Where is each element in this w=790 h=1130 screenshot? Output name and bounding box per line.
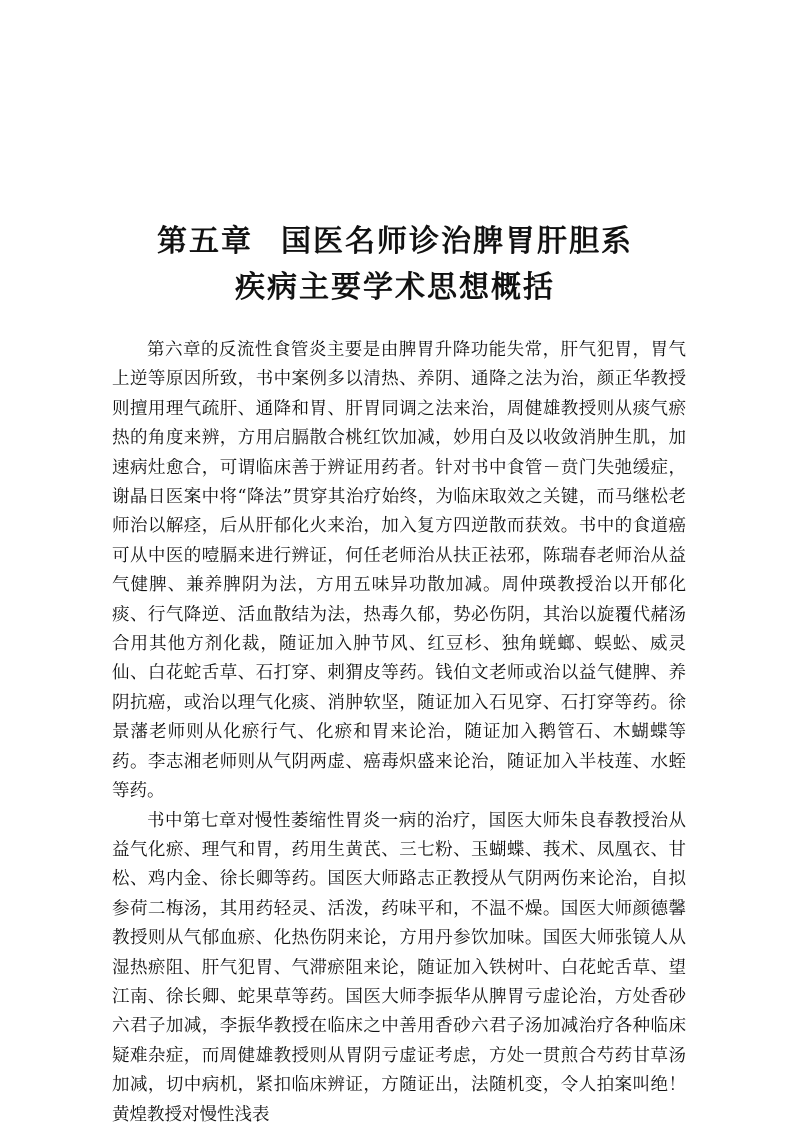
paragraph: 书中第七章对慢性萎缩性胃炎一病的治疗，国医大师朱良春教授治从益气化瘀、理气和胃，药用生黄芪、三七粉、玉蝴蝶、莪术、凤凰衣、甘松、鸡内金、徐长卿等药。国医大师路志正教授从气阴两伤来论治，自拟参荷二梅汤，其用药轻灵、活泼，药味平和，不温不燥。国医大师颜德馨教授则从气郁血瘀、化热伤阴来论，方用丹参饮加味。国医大师张镜人从湿热瘀阻、肝气犯胃、气滞瘀阻来论，随证加入铁树叶、白花蛇舌草、望江南、徐长卿、蛇果草等药。国医大师李振华从脾胃亏虚论治，方处香砂六君子加减，李振华教授在临床之中善用香砂六君子汤加减治疗各种临床疑难杂症，而周健雄教授则从胃阴亏虚证考虑，方处一贯煎合芍药甘草汤加减，切中病机，紧扣临床辨证，方随证出，法随机变，令人拍案叫绝！黄煌教授对慢性浅表: [112, 810, 686, 1125]
chapter-title-line-1: [0, 216, 790, 260]
chapter-title-main: 国医名师诊治脾胃肝胆系: [281, 224, 633, 259]
body-text: [112, 336, 686, 1130]
chapter-title-line-2: 疾病主要学术思想概括: [235, 270, 555, 305]
paragraph: 第六章的反流性食管炎主要是由脾胃升降功能失常，肝气犯胃，胃气上逆等原因所致，书中案例多以清热、养阴、通降之法为治，颜正华教授则擅用理气疏肝、通降和胃、肝胃同调之法来治，周健雄教授则从痰气瘀热的角度来辨，方用启膈散合桃红饮加减，妙用白及以收敛消肿生肌，加速病灶愈合，可谓临床善于辨证用药者。针对书中食管－贲门失弛缓症，谢晶日医案中将“降法”贯穿其治疗始终，为临床取效之关键，而马继松老师治以解痉，后从肝郁化火来治，加入复方四逆散而获效。书中的食道癌可从中医的噎膈来进行辨证，何任老师治从扶正祛邪，陈瑞春老师治从益气健脾、兼养脾阴为法，方用五味异功散加减。周仲瑛教授治以开郁化痰、行气降逆、活血散结为法，热毒久郁，势必伤阴，其治以旋覆代赭汤合用其他方剂化裁，随证加入肿节风、红豆杉、独角蜣螂、蜈蚣、威灵仙、白花蛇舌草、石打穿、刺猬皮等药。钱伯文老师或治以益气健脾、养阴抗癌，或治以理气化痰、消肿软坚，随证加入石见穿、石打穿等药。徐景藩老师则从化瘀行气、化瘀和胃来论治，随证加入鹅管石、木蝴蝶等药。李志湘老师则从气阴两虚、癌毒炽盛来论治，随证加入半枝莲、水蛭等药。: [112, 340, 686, 802]
chapter-number: 第五章: [157, 224, 253, 259]
